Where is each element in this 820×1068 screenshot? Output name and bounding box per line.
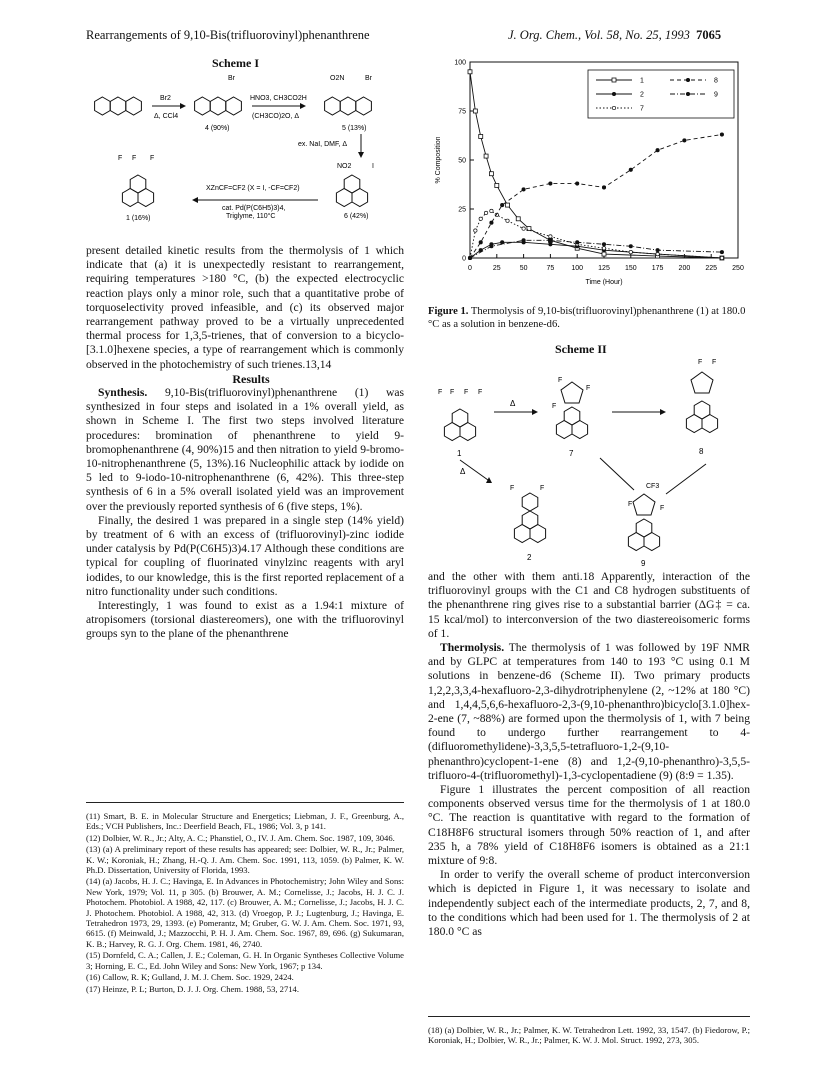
legend-marker-1	[612, 78, 616, 82]
f-label-1: F	[118, 155, 123, 162]
scheme1-ac2o: (CH3CO)2O, Δ	[252, 113, 300, 120]
compound-1-label-s2: 1	[457, 449, 462, 458]
footnote: (14) (a) Jacobs, H. J. C.; Havinga, E. In Advances in Photochemistry; John Wiley and Sons: New York, 1979; Vol. 11, p 305. (b) Brouwer, A. M.; Cornelisse, J.; Jacobs, H. J. C. J. Photochem. Photobiol. A 1988, 42, 117. (c) Brouwer, A. M.; Cornelisse, J.; Jacobs, H. J. C. J. Photochem. Photobiol. A 1988, 42, 313. (d) Vroegop, P. J.; Lugtenburg, J.; Havinga, E. Tetrahedron 1973, 29, 1393. (e) Pomerantz, M; Gruber, G. W. J. Am. Chem. Soc. 1971, 93, 6615. (f) Meinwald, J.; Mazzocchi, P. H. J. Am. Chem. Soc. 1967, 89, 696. (g) Sukumaran, K. B.; Harvey, R. G. J. Org. Chem. 1981, 46, 2740.	[86, 876, 404, 949]
thermolysis-text: The thermolysis of 1 was followed by 19F NMR and by GLPC at temperatures from 140 to 193 °C using 0.1 M solutions in benzene-d6 (Scheme II). Two primary products 1,2,2,3,3,4-hexafluoro-2,3-dihydrotriphenylene (2, ~12% at 180 °C) and 1,4,4,5,6,6-hexafluoro-2,3-(9,10-phenanthro)bicyclo[3.1.0]hex-2-ene (7, ~88%) are formed upon the thermolysis of 1, with 7 being found to undergo further rearrangement to 4-(difluoromethylidene)-3,3,5,5-tetrafluoro-1,2-(9,10-phenanthro)cyclopent-1-ene (8) and 1,2-(9,10-phenanthro)-3,5,5-trifluoro-4-(trifluoromethyl)-1,3-cyclopentadiene (9) (8:9 = 1.35).	[428, 641, 750, 782]
x-tick-label: 25	[492, 265, 501, 272]
f-label-s2: F	[464, 389, 469, 396]
data-point-9	[576, 241, 579, 244]
data-point-9	[629, 245, 632, 248]
results-heading: Results	[232, 371, 270, 386]
series-line-7	[470, 211, 722, 258]
journal-ref: J. Org. Chem., Vol. 58, No. 25, 1993	[508, 28, 690, 42]
compound-6-structure	[336, 175, 367, 207]
footnotes-left	[86, 802, 404, 995]
data-point-2	[549, 243, 552, 246]
intro-paragraph: present detailed kinetic results from the thermolysis of 1 which indicate that (a) it is unexpectedly resistant to rearrangement, requiring temperatures >180 °C, (b) the expected electrocyclic reaction plays only a minor role, such that a quantitative probe of torquoselectivity proved infeasible, and (c) its observed major rearrangement pathway proved to be a virtually unprecedented thermal process for 1,3,5-trienes, that of conversion to a bicyclo-[3.1.0]hexene species, a type of rearrangement which is commonly observed in the photochemistry of such trienes.13,14	[86, 244, 404, 371]
f-label-s2: F	[510, 485, 515, 492]
f-label-s2: F	[586, 385, 591, 392]
f-label-3: F	[150, 155, 155, 162]
f-label-s2: F	[698, 359, 703, 366]
data-point-7	[474, 229, 477, 232]
compound-8-structure	[686, 372, 717, 433]
legend-marker-7	[612, 106, 615, 109]
no2-label: NO2	[337, 163, 352, 170]
data-point-9	[549, 239, 552, 242]
right-column	[428, 570, 750, 939]
running-title: Rearrangements of 9,10-Bis(trifluorovinyl)phenanthrene	[86, 28, 370, 42]
compound-4-label: 4 (90%)	[205, 125, 230, 132]
footnote: (15) Dornfeld, C. A.; Callen, J. E.; Coleman, G. H. In Organic Syntheses Collective Volume 3; Horning, E. C., Ed. John Wiley and Sons: New York, 1967; p 134.	[86, 950, 404, 971]
data-point-8	[720, 133, 723, 136]
data-point-7	[629, 250, 632, 253]
data-point-9	[602, 243, 605, 246]
compound-4-structure	[195, 97, 242, 115]
f-label-s2: F	[712, 359, 717, 366]
data-point-1	[479, 134, 483, 138]
x-tick-label: 200	[678, 265, 691, 272]
f-label-s2: F	[540, 485, 545, 492]
f-label-s2: F	[450, 389, 455, 396]
data-point-9	[656, 248, 659, 251]
x-tick-label: 0	[468, 265, 472, 272]
scheme1-title: Scheme I	[212, 56, 259, 70]
data-point-7	[490, 209, 493, 212]
x-tick-label: 175	[651, 265, 664, 272]
legend-label-2: 2	[640, 91, 644, 99]
footnote: (11) Smart, B. E. in Molecular Structure and Energetics; Liebman, J. F., Greenburg, A., Eds.; VCH Publishers, Inc.: Deerfield Beach, FL, 1986; Vol. 3, p 141.	[86, 811, 404, 832]
compound-7-structure	[556, 382, 587, 439]
x-tick-label: 125	[598, 265, 610, 272]
synthesis-paragraph	[86, 386, 404, 514]
footnote: (16) Callow, R. K; Gulland, J. M. J. Chem. Soc. 1929, 2424.	[86, 972, 294, 983]
compound-2-structure	[514, 493, 545, 543]
coupling-paragraph: Finally, the desired 1 was prepared in a single step (14% yield) by treatment of 6 with an excess of (trifluorovinyl)-zinc iodide under catalysis by Pd(P(C6H5)3)4.17 Although these conditions are typical for coupling of fluorinated vinylzinc reagents with aryl iodides, to our knowledge, this is the first reported replacement of a nitro functionality under such conditions.	[86, 513, 404, 598]
x-tick-label: 225	[705, 265, 718, 272]
f-label-s2: F	[438, 389, 443, 396]
scheme1-br2: Br2	[160, 95, 171, 102]
figure1-chart	[428, 52, 750, 302]
y-tick-label: 25	[458, 206, 466, 214]
scheme1-hno3: HNO3, CH3CO2H	[250, 95, 307, 102]
data-point-8	[683, 139, 686, 142]
compound-8-label: 8	[699, 447, 704, 456]
synthesis-text: 9,10-Bis(trifluorovinyl)phenanthrene (1) was synthesized in four steps and isolated in a 1% overall yield, as shown in Scheme I. The first two steps involved literature procedures: bromination of phenanthrene to yield 9-bromophenanthrene (4, 90%)15 and then nitration to yield 9-bromo-10-nitrophenanthrene (5, 13%).16 Nucleophilic attack by iodide on 5 led to 9-iodo-10-nitrophenanthrene (6, 42%). This three-step synthesis of 6 in a 5% overall isolated yield was an improvement over the previously reported synthesis of 6 (five steps, 1%).	[86, 386, 404, 513]
compound-5-label: 5 (13%)	[342, 125, 367, 132]
y-tick-label: 75	[458, 108, 466, 116]
verification-paragraph: In order to verify the overall scheme of product interconversion which is depicted in Figure 1, it was necessary to isolate and independently subject each of the intermediate products, 2, 7, and 8, to the conditions which had been used for 1. The thermolysis of 2 at 180.0 °C as	[428, 868, 750, 939]
figure1-caption	[428, 306, 750, 331]
data-point-7	[522, 227, 525, 230]
thermolysis-paragraph	[428, 641, 750, 783]
series-line-2	[470, 242, 722, 258]
left-column	[86, 244, 404, 642]
series-line-8	[470, 135, 722, 258]
data-point-8	[490, 221, 493, 224]
data-point-8	[629, 168, 632, 171]
o2n-label: O2N	[330, 75, 345, 82]
y-tick-label: 100	[454, 59, 466, 67]
br-label: Br	[228, 75, 235, 82]
compound-9-structure	[628, 494, 659, 551]
data-point-8	[549, 182, 552, 185]
atropisomer-continued: and the other with them anti.18 Apparently, interaction of the trifluorovinyl groups with the C1 and C8 hydrogen substituents of the phenanthrene ring gives rise to a substantial barrier (ΔG‡ = ca. 15 kcal/mol) to interconversion of the two diastereoisomeric forms of 1.	[428, 570, 750, 640]
x-tick-label: 50	[519, 265, 528, 272]
synthesis-heading: Synthesis.	[98, 386, 148, 400]
data-point-1	[489, 172, 493, 176]
scheme1-cat: cat. Pd(P(C6H5)3)4,	[222, 205, 286, 212]
data-point-1	[602, 252, 606, 256]
legend-label-9: 9	[714, 91, 718, 99]
phenanthrene-structure	[95, 97, 142, 115]
data-point-8	[602, 186, 605, 189]
journal-citation	[508, 28, 721, 43]
y-tick-label: 0	[462, 255, 466, 263]
scheme2-diagram	[420, 356, 750, 570]
figure-discussion-paragraph: Figure 1 illustrates the percent composition of all reaction components observed versus time for the thermolysis of 1 at 180.0 °C. The reaction is quantitative with regard to the formation of C18H8F6 structural isomers through 50% reaction of 1, and after 235 h, a 78% yield of C18H8F6 isomers is obtained as a 21:1 mixture of 9:8.	[428, 783, 750, 868]
legend-marker-9	[686, 92, 689, 95]
figure1-label: Figure 1.	[428, 306, 469, 317]
legend-marker-8	[686, 78, 689, 81]
footnote: (17) Heinze, P. L; Burton, D. J. J. Org. Chem. 1988, 53, 2714.	[86, 983, 300, 994]
compound-7-label: 7	[569, 449, 574, 458]
footnotes-right	[428, 1016, 750, 1047]
f-label-s2: F	[552, 403, 557, 410]
cf3-label: CF3	[646, 483, 660, 490]
br-label-5: Br	[365, 75, 372, 82]
f-label-s2: F	[478, 389, 483, 396]
thermolysis-heading: Thermolysis.	[440, 641, 505, 655]
scheme1-triglyme: Triglyme, 110°C	[226, 213, 276, 220]
atropisomer-paragraph: Interestingly, 1 was found to exist as a 1.94:1 mixture of atropisomers (torsional diastereomers), one with the trifluorovinyl groups syn to the plane of the phenanthrene	[86, 599, 404, 641]
legend-label-1: 1	[640, 77, 644, 85]
compound-9-label: 9	[641, 559, 646, 568]
f-label-s2: F	[628, 501, 633, 508]
data-point-2	[500, 241, 503, 244]
data-point-9	[490, 245, 493, 248]
data-point-7	[506, 219, 509, 222]
scheme1-diagram	[80, 72, 410, 232]
delta-label: Δ	[510, 399, 516, 408]
data-point-1	[484, 154, 488, 158]
data-point-1	[495, 183, 499, 187]
i-label: I	[372, 163, 374, 170]
data-point-8	[500, 203, 503, 206]
y-tick-label: 50	[458, 157, 466, 165]
compound-1-label: 1 (16%)	[126, 215, 151, 222]
f-label-s2: F	[558, 377, 563, 384]
data-point-9	[522, 239, 525, 242]
x-tick-label: 250	[732, 265, 744, 272]
legend-marker-2	[612, 92, 615, 95]
figure1-caption-text: Thermolysis of 9,10-bis(trifluorovinyl)phenanthrene (1) at 180.0 °C as a solution in benzene-d6.	[428, 306, 746, 330]
compound-1-structure-s2	[444, 409, 475, 441]
data-point-1	[468, 70, 472, 74]
page-number: 7065	[696, 28, 722, 42]
x-axis-label: Time (Hour)	[585, 279, 623, 286]
delta-label-2: Δ	[460, 467, 466, 476]
data-point-7	[656, 252, 659, 255]
data-point-7	[549, 235, 552, 238]
compound-1-structure	[122, 175, 153, 207]
scheme1-nai: ex. NaI, DMF, Δ	[298, 141, 348, 148]
legend-label-7: 7	[640, 105, 644, 113]
compound-6-label: 6 (42%)	[344, 213, 369, 220]
data-point-8	[479, 241, 482, 244]
scheme2-title: Scheme II	[555, 342, 607, 356]
footnote: (13) (a) A preliminary report of these results has appeared; see: Dolbier, W. R., Jr.; Palmer, K. W.; Koroniak, H.; Zhang, H.-Q. J. Am. Chem. Soc. 1991, 113, 1059. (b) Palmer, K. W. Ph.D. Dissertation, University of Florida, 1993.	[86, 844, 404, 876]
x-tick-label: 150	[624, 265, 637, 272]
x-tick-label: 100	[571, 265, 584, 272]
f-label-s2: F	[660, 505, 665, 512]
data-point-9	[468, 256, 471, 259]
data-point-8	[576, 182, 579, 185]
data-point-7	[602, 247, 605, 250]
data-point-7	[479, 217, 482, 220]
compound-5-structure	[325, 97, 372, 115]
scheme1-delta-ccl4: Δ, CCl4	[154, 113, 179, 120]
footnote: (12) Dolbier, W. R., Jr.; Alty, A. C.; Phanstiel, O., IV. J. Am. Chem. Soc. 1987, 109, 3046.	[86, 832, 395, 843]
data-point-1	[516, 217, 520, 221]
data-point-7	[484, 211, 487, 214]
scheme1-xzn: XZnCF=CF2 (X = I, -CF=CF2)	[206, 185, 300, 192]
y-axis-label: % Composition	[435, 136, 442, 184]
data-point-7	[720, 256, 723, 259]
data-point-8	[522, 188, 525, 191]
data-point-1	[473, 109, 477, 113]
data-point-9	[720, 250, 723, 253]
data-point-8	[656, 149, 659, 152]
x-tick-label: 75	[546, 265, 555, 272]
footnote: (18) (a) Dolbier, W. R., Jr.; Palmer, K. W. Tetrahedron Lett. 1992, 33, 1547. (b) Fiedorow, P.; Koroniak, H.; Dolbier, W. R., Jr.; Palmer, K. W. J. Mol. Struct. 1992, 273, 305.	[428, 1025, 750, 1046]
f-label-2: F	[132, 155, 137, 162]
legend-label-8: 8	[714, 77, 718, 85]
data-point-1	[506, 203, 510, 207]
compound-2-label: 2	[527, 553, 532, 562]
